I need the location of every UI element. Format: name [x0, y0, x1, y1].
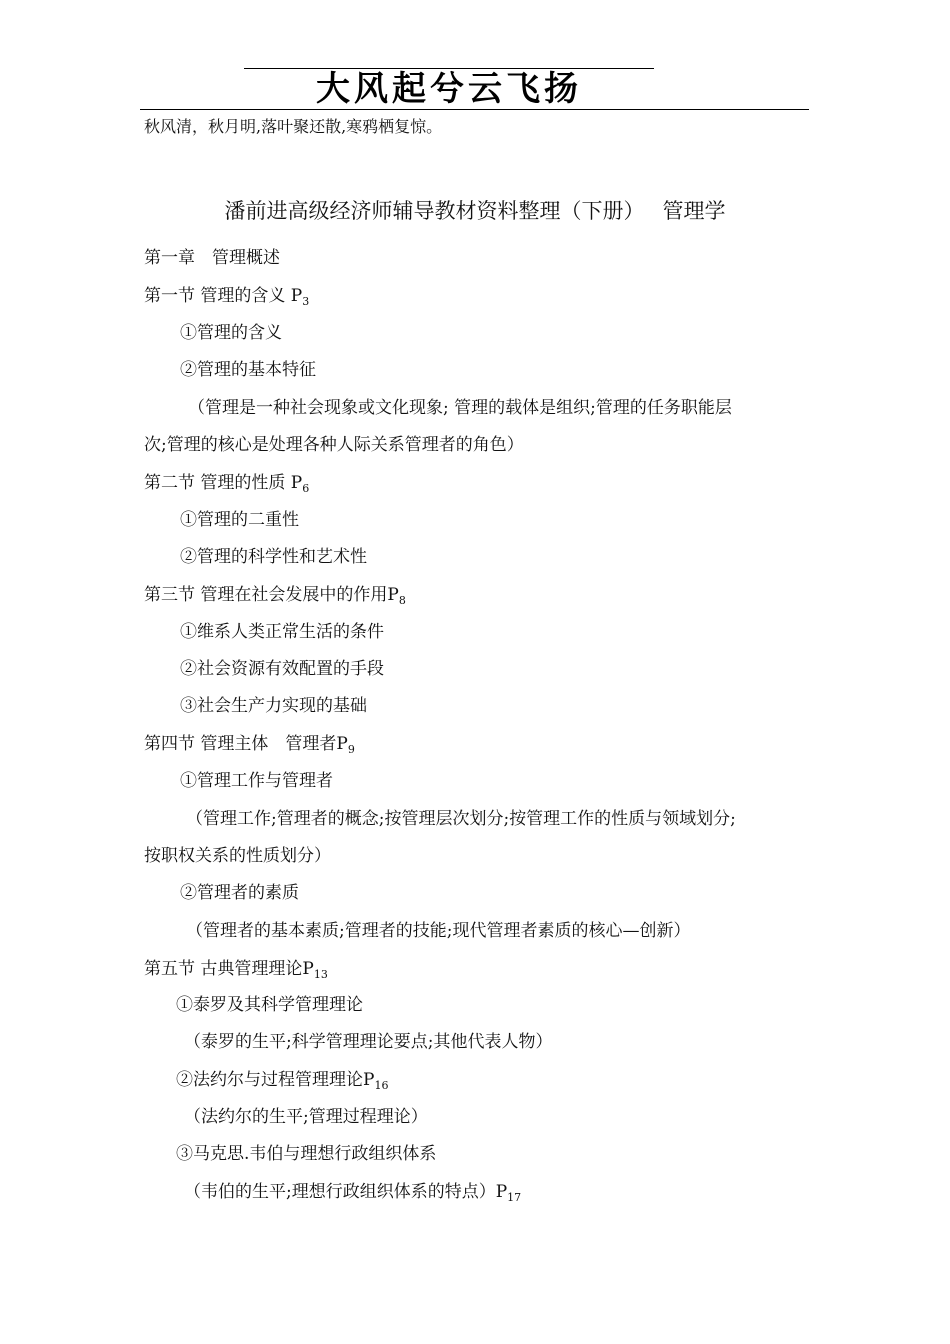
header-motto: 秋风清，秋月明,落叶聚还散,寒鸦栖复惊。: [144, 117, 443, 136]
note-paragraph: （泰罗的生平;科学管理理论要点;其他代表人物）: [184, 1032, 553, 1052]
document-title-subject: 管理学: [662, 199, 726, 223]
list-item: ①管理的含义: [180, 323, 282, 343]
note-paragraph-continued: 次;管理的核心是处理各种人际关系管理者的角色）: [144, 435, 524, 455]
section-heading: 第五节 古典管理理论$P_{13}$: [144, 959, 328, 981]
note-paragraph: （韦伯的生平;理想行政组织体系的特点）$P_{17}$: [184, 1182, 522, 1204]
chapter-heading: 第一章 管理概述: [144, 248, 280, 268]
list-item: ②管理的基本特征: [180, 360, 316, 380]
list-item: ②社会资源有效配置的手段: [180, 659, 384, 679]
section-heading: 第三节 管理在社会发展中的作用$P_8$: [144, 585, 406, 607]
section-heading: 第二节 管理的性质 $P_6$: [144, 473, 310, 495]
document-title: [0, 195, 950, 227]
list-item: ①管理的二重性: [180, 510, 299, 530]
list-item: ③马克思.韦伯与理想行政组织体系: [176, 1144, 437, 1164]
section-heading: 第一节 管理的含义 $P_3$: [144, 286, 310, 308]
list-item: ①维系人类正常生活的条件: [180, 622, 384, 642]
note-paragraph-continued: 按职权关系的性质划分）: [144, 846, 331, 866]
document-title-main: 潘前进高级经济师辅导教材资料整理（下册）: [224, 199, 645, 223]
list-item: ②法约尔与过程管理理论$P_{16}$: [176, 1070, 389, 1092]
section-heading: 第四节 管理主体 管理者$P_9$: [144, 734, 355, 756]
list-item: ②管理者的素质: [180, 883, 299, 903]
header-banner: 大风起兮云飞扬: [316, 69, 582, 109]
list-item: ①泰罗及其科学管理理论: [176, 995, 363, 1015]
list-item: ②管理的科学性和艺术性: [180, 547, 367, 567]
header-rule-bottom: [140, 109, 809, 110]
note-paragraph: （法约尔的生平;管理过程理论）: [184, 1107, 428, 1127]
list-item: ①管理工作与管理者: [180, 771, 333, 791]
note-paragraph: （管理是一种社会现象或文化现象; 管理的载体是组织;管理的任务职能层: [188, 398, 732, 418]
note-paragraph: （管理者的基本素质;管理者的技能;现代管理者素质的核心—创新）: [186, 921, 691, 941]
list-item: ③社会生产力实现的基础: [180, 696, 367, 716]
note-paragraph: （管理工作;管理者的概念;按管理层次划分;按管理工作的性质与领域划分;: [186, 809, 736, 829]
